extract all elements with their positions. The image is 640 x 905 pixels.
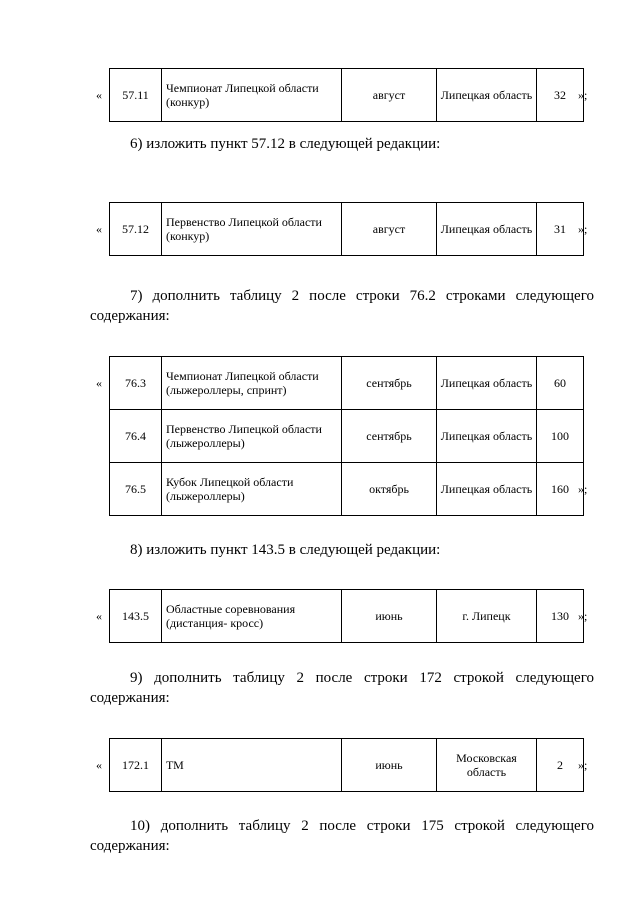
participant-count: 60: [537, 357, 584, 410]
amendment-table: [109, 589, 584, 643]
open-quote: «: [96, 88, 102, 102]
event-region: Липецкая область: [437, 357, 537, 410]
table-row: [110, 739, 584, 792]
item-number: 172.1: [110, 739, 162, 792]
paragraph-7: 7) дополнить таблицу 2 после строки 76.2 строками следующего содержания:: [90, 288, 594, 324]
table-row: [110, 410, 584, 463]
event-month: сентябрь: [342, 357, 437, 410]
event-region: г. Липецк: [437, 590, 537, 643]
table-row: [110, 203, 584, 256]
table-row: [110, 463, 584, 516]
item-number: 57.11: [110, 69, 162, 122]
paragraph-6: 6) изложить пункт 57.12 в следующей редакции:: [130, 136, 441, 152]
table-row: [110, 590, 584, 643]
event-name: Кубок Липецкой области (лыжероллеры): [162, 463, 342, 516]
event-month: август: [342, 69, 437, 122]
event-name: Первенство Липецкой области (лыжероллеры): [162, 410, 342, 463]
participant-count: 130: [537, 590, 584, 643]
paragraph-10: 10) дополнить таблицу 2 после строки 175 строкой следующего содержания:: [90, 818, 594, 854]
close-quote: »;: [578, 88, 588, 102]
event-month: июнь: [342, 739, 437, 792]
participant-count: 32: [537, 69, 584, 122]
item-number: 76.4: [110, 410, 162, 463]
close-quote: »;: [578, 482, 588, 496]
open-quote: «: [96, 609, 102, 623]
event-month: июнь: [342, 590, 437, 643]
open-quote: «: [96, 222, 102, 236]
amendment-table: [109, 356, 584, 516]
open-quote: «: [96, 376, 102, 390]
close-quote: »;: [578, 222, 588, 236]
participant-count: 31: [537, 203, 584, 256]
open-quote: «: [96, 758, 102, 772]
event-name: ТМ: [162, 739, 342, 792]
event-region: Липецкая область: [437, 69, 537, 122]
item-number: 57.12: [110, 203, 162, 256]
amendment-table: [109, 202, 584, 256]
event-region: Липецкая область: [437, 410, 537, 463]
event-region: Московская область: [437, 739, 537, 792]
participant-count: 2: [537, 739, 584, 792]
table-row: [110, 69, 584, 122]
event-name: Первенство Липецкой области (конкур): [162, 203, 342, 256]
paragraph-9: 9) дополнить таблицу 2 после строки 172 строкой следующего содержания:: [90, 670, 594, 706]
event-name: Чемпионат Липецкой области (лыжероллеры, спринт): [162, 357, 342, 410]
amendment-table: [109, 68, 584, 122]
event-region: Липецкая область: [437, 203, 537, 256]
participant-count: 160: [537, 463, 584, 516]
item-number: 76.3: [110, 357, 162, 410]
event-name: Чемпионат Липецкой области (конкур): [162, 69, 342, 122]
paragraph-8: 8) изложить пункт 143.5 в следующей редакции:: [130, 542, 441, 558]
table-row: [110, 357, 584, 410]
event-month: сентябрь: [342, 410, 437, 463]
event-region: Липецкая область: [437, 463, 537, 516]
close-quote: »;: [578, 758, 588, 772]
event-month: октябрь: [342, 463, 437, 516]
amendment-table: [109, 738, 584, 792]
event-name: Областные соревнования (дистанция- кросс): [162, 590, 342, 643]
close-quote: »;: [578, 609, 588, 623]
item-number: 76.5: [110, 463, 162, 516]
event-month: август: [342, 203, 437, 256]
participant-count: 100: [537, 410, 584, 463]
item-number: 143.5: [110, 590, 162, 643]
